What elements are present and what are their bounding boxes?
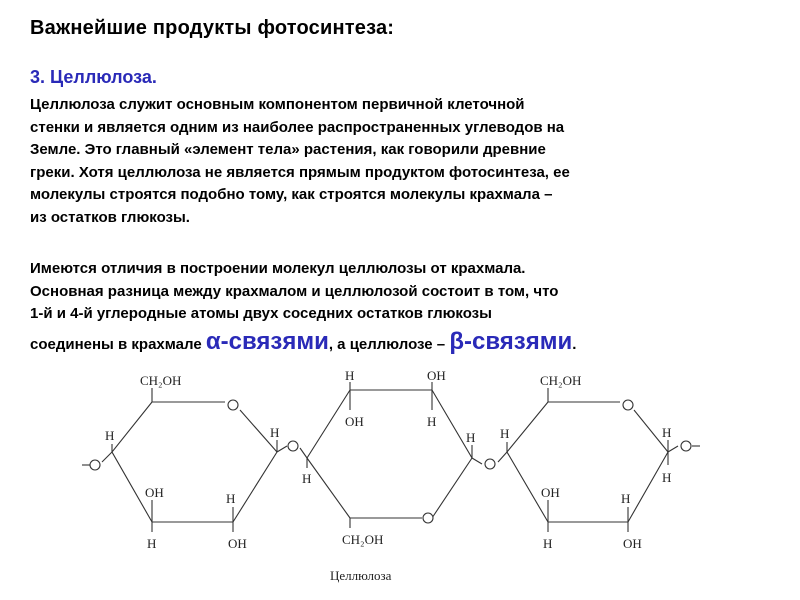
h-label: H [662,470,672,485]
paragraph-1 [30,94,570,229]
cellulose-structure-diagram [0,360,800,565]
paragraph-line: Имеются отличия в построении молекул целлюлозы от крахмала. [30,260,526,277]
bonds [82,382,700,532]
h-label: H [345,368,355,383]
oh-label: OH [228,536,247,551]
ring-oxygen [228,400,238,410]
paragraph-line: Целлюлоза служит основным компонентом первичной клеточной [30,96,525,113]
ring-3-bonds [507,402,668,522]
beta-bond-term: β-связями [449,328,573,355]
h-label: H [662,425,672,440]
oh-label: OH [345,414,364,429]
ring-oxygen [623,400,633,410]
text-part: соединены в крахмале [30,336,206,353]
oh-label: OH [427,368,446,383]
bond [307,458,350,518]
h-label: H [147,536,157,551]
oxygen-atoms [90,400,691,523]
ring-oxygen [423,513,433,523]
h-label: H [500,426,510,441]
diagram-caption: Целлюлоза [330,568,392,583]
oh-label: OH [623,536,642,551]
h-label: H [105,428,115,443]
ch2oh-label: CH₂OH [140,373,182,388]
bond [472,458,482,464]
text-part: , а целлюлозе – [328,336,450,353]
ch2oh-label: CH₂OH [540,373,582,388]
paragraph-line: греки. Хотя целлюлоза не является прямым продуктом фотосинтеза, ее [30,163,570,181]
ring-1-bonds [112,402,280,522]
h-label: H [621,491,631,506]
paragraph-line: Основная разница между крахмалом и целлюлозой состоит в том, что [30,282,559,300]
slide-title: Важнейшие продукты фотосинтеза: [30,17,395,39]
alpha-bond-term: α-связями [205,328,329,355]
oh-label: OH [145,485,164,500]
h-label: H [226,491,236,506]
bond-comparison-line [30,328,576,356]
h-label: H [543,536,553,551]
h-label: H [427,414,437,429]
paragraph-line: молекулы строятся подобно тому, как строятся молекулы крахмала – [30,186,553,203]
bond [277,446,287,452]
bridge-oxygen [90,460,100,470]
h-label: H [466,430,476,445]
atom-labels [105,368,671,551]
bridge-oxygen [681,441,691,451]
paragraph-line: Земле. Это главный «элемент тела» растения, как говорили древние [30,141,546,158]
bridge-oxygen [288,441,298,451]
bond [668,446,678,452]
paragraph-line: стенки и является одним из наиболее распространенных углеводов на [30,118,565,136]
bond [300,448,307,458]
h-label: H [270,425,280,440]
oh-label: OH [541,485,560,500]
paragraph-line: из остатков глюкозы. [30,208,190,226]
paragraph-line: 1-й и 4-й углеродные атомы двух соседних остатков глюкозы [30,305,492,322]
text-part: . [572,336,577,353]
ch2oh-label: CH₂OH [342,532,384,547]
paragraph-2 [30,258,558,326]
bridge-oxygen [485,459,495,469]
bond [102,452,112,462]
bond [498,452,507,462]
h-label: H [302,471,312,486]
ring-2-bonds [307,390,472,518]
section-subtitle: 3. Целлюлоза. [30,67,157,87]
